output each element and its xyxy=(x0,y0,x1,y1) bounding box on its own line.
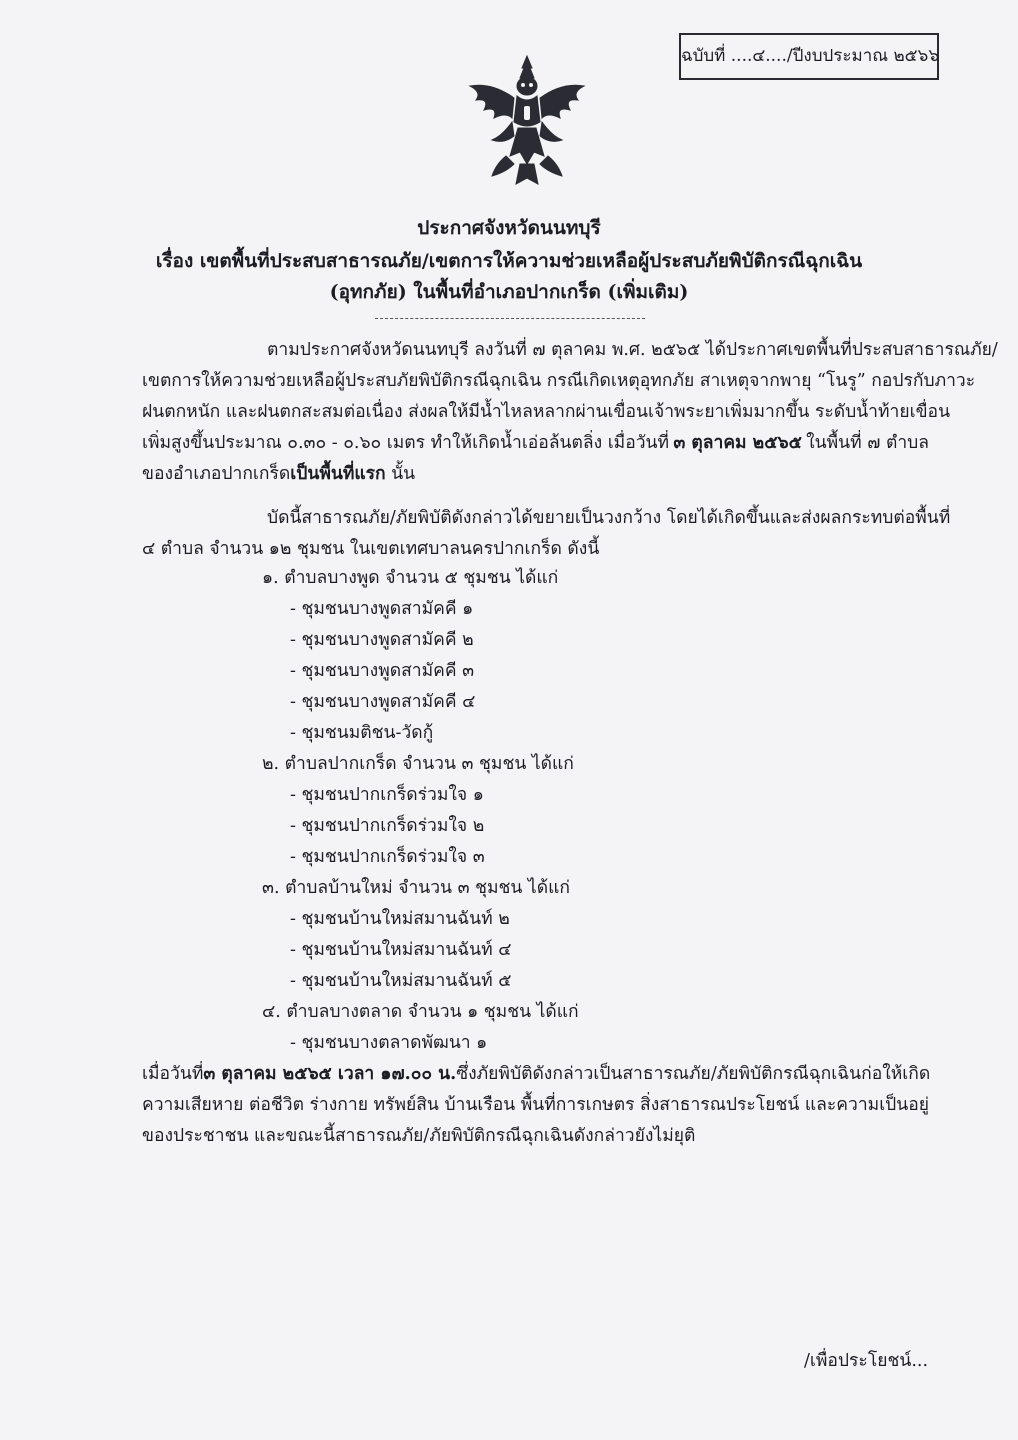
paragraph-3-line: ของประชาชน และขณะนี้สาธารณภัย/ภัยพิบัติกรณีฉุกเฉินดังกล่าวยังไม่ยุติ xyxy=(142,1126,696,1146)
paragraph-1-line: ฝนตกหนัก และฝนตกสะสมต่อเนื่อง ส่งผลให้มีน้ำไหลหลากผ่านเขื่อนเจ้าพระยาเพิ่มมากขึ้น ระดับน้ำท้ายเขื่อน xyxy=(142,402,951,422)
date-emphasis: ๓ ตุลาคม ๒๕๖๕ xyxy=(673,433,802,453)
text-segment: เพิ่มสูงขึ้นประมาณ ๐.๓๐ - ๐.๖๐ เมตร ทำให้เกิดน้ำเอ่อล้นตลิ่ง เมื่อวันที่ xyxy=(142,433,670,453)
list-item: - ชุมชนบางตลาดพัฒนา ๑ xyxy=(290,1033,488,1053)
list-item: - ชุมชนบางพูดสามัคคี ๒ xyxy=(290,630,474,650)
subdistrict-heading: ๔. ตำบลบางตลาด จำนวน ๑ ชุมชน ได้แก่ xyxy=(262,1002,579,1022)
paragraph-2-line: บัดนี้สาธารณภัย/ภัยพิบัติดังกล่าวได้ขยายเป็นวงกว้าง โดยได้เกิดขึ้นและส่งผลกระทบต่อพื้นที่ xyxy=(267,508,951,528)
text-segment: ในพื้นที่ ๗ ตำบล xyxy=(806,433,929,453)
paragraph-1-line: ตามประกาศจังหวัดนนทบุรี ลงวันที่ ๗ ตุลาคม พ.ศ. ๒๕๖๕ ได้ประกาศเขตพื้นที่ประสบสาธารณภัย/ xyxy=(267,340,998,360)
subject-line-2: (อุทกภัย) ในพื้นที่อำเภอปากเกร็ด (เพิ่มเติม) xyxy=(329,281,689,303)
subject-line-1: เรื่อง เขตพื้นที่ประสบสาธารณภัย/เขตการให้ความช่วยเหลือผู้ประสบภัยพิบัติกรณีฉุกเฉิน xyxy=(155,250,863,272)
announcement-title: ประกาศจังหวัดนนทบุรี xyxy=(417,217,601,239)
paragraph-1-line xyxy=(142,432,929,454)
subdistrict-heading: ๑. ตำบลบางพูด จำนวน ๕ ชุมชน ได้แก่ xyxy=(262,568,559,588)
list-item: - ชุมชนบางพูดสามัคคี ๔ xyxy=(290,692,476,712)
garuda-emblem xyxy=(462,52,592,188)
list-item: - ชุมชนมติชน-วัดกู้ xyxy=(290,723,434,743)
paragraph-2-line: ๔ ตำบล จำนวน ๑๒ ชุมชน ในเขตเทศบาลนครปากเกร็ด ดังนี้ xyxy=(142,539,600,559)
datetime-emphasis: ๓ ตุลาคม ๒๕๖๕ เวลา ๑๗.๐๐ น. xyxy=(203,1064,457,1084)
list-item: - ชุมชนบางพูดสามัคคี ๓ xyxy=(290,661,475,681)
title-separator xyxy=(375,318,645,319)
list-item: - ชุมชนบ้านใหม่สมานฉันท์ ๒ xyxy=(290,909,510,929)
list-item: - ชุมชนปากเกร็ดร่วมใจ ๑ xyxy=(290,785,484,805)
list-item: - ชุมชนปากเกร็ดร่วมใจ ๒ xyxy=(290,816,485,836)
paragraph-3-line xyxy=(142,1063,929,1085)
list-item: - ชุมชนบางพูดสามัคคี ๑ xyxy=(290,599,474,619)
issue-number-box: ฉบับที่ ....๔..../ปีงบประมาณ ๒๕๖๖ xyxy=(679,33,939,80)
text-segment: ซึ่งภัยพิบัติดังกล่าวเป็นสาธารณภัย/ภัยพิบัติกรณีฉุกเฉินก่อให้เกิด xyxy=(456,1064,931,1084)
paragraph-3-line: ความเสียหาย ต่อชีวิต ร่างกาย ทรัพย์สิน บ้านเรือน พื้นที่การเกษตร สิ่งสาธารณประโยชน์ และความเป็นอยู่ xyxy=(142,1095,930,1115)
text-segment: เมื่อวันที่ xyxy=(142,1064,204,1084)
paragraph-1-line xyxy=(142,463,415,485)
text-segment: ของอำเภอปากเกร็ด xyxy=(142,464,291,484)
continuation-marker: /เพื่อประโยชน์... xyxy=(804,1351,929,1371)
text-segment: นั้น xyxy=(385,464,416,484)
paragraph-1-line: เขตการให้ความช่วยเหลือผู้ประสบภัยพิบัติกรณีฉุกเฉิน กรณีเกิดเหตุอุทกภัย สาเหตุจากพายุ “โนรู” กอปรกับภาวะ xyxy=(142,371,976,391)
first-area-emphasis: เป็นพื้นที่แรก xyxy=(290,464,386,484)
subdistrict-heading: ๒. ตำบลปากเกร็ด จำนวน ๓ ชุมชน ได้แก่ xyxy=(262,754,574,774)
list-item: - ชุมชนปากเกร็ดร่วมใจ ๓ xyxy=(290,847,485,867)
list-item: - ชุมชนบ้านใหม่สมานฉันท์ ๕ xyxy=(290,971,512,991)
subdistrict-heading: ๓. ตำบลบ้านใหม่ จำนวน ๓ ชุมชน ได้แก่ xyxy=(262,878,570,898)
list-item: - ชุมชนบ้านใหม่สมานฉันท์ ๔ xyxy=(290,940,512,960)
